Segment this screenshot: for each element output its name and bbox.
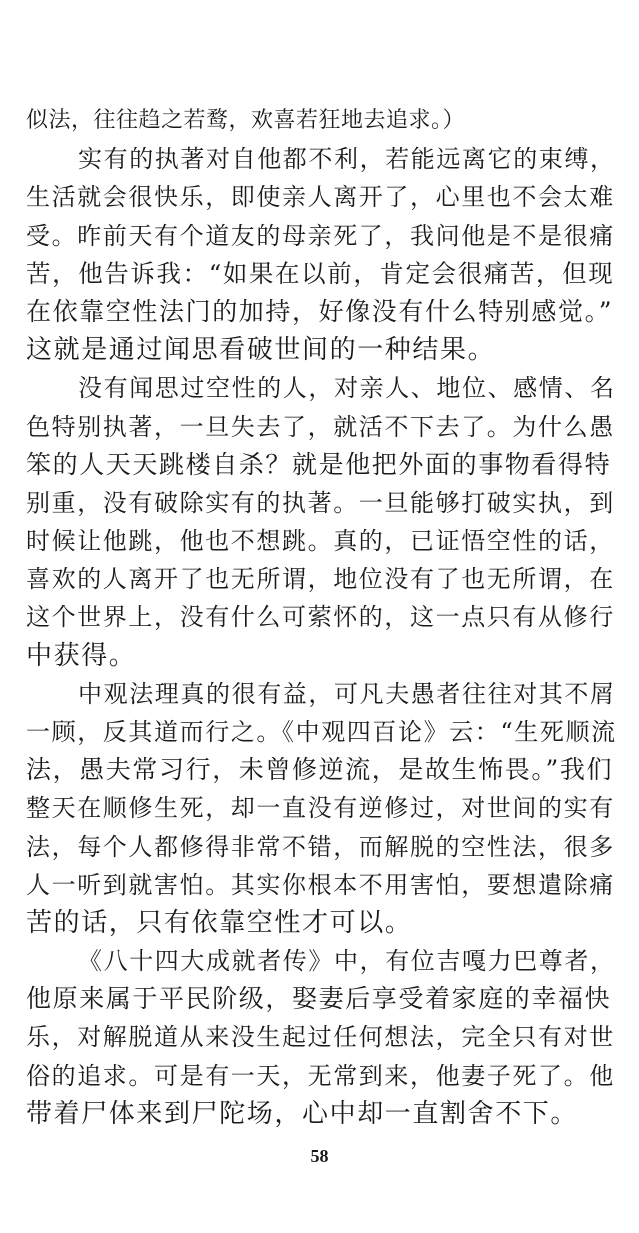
paragraph-first-line: 实有的执著对自他都不利，若能远离它的束缚， xyxy=(78,145,616,174)
text-line: 时候让他跳，他也不想跳。真的，已证悟空性的话， xyxy=(26,527,615,555)
text-line: 苦的话，只有依靠空性才可以。 xyxy=(26,907,413,938)
text-line: 色特别执著，一旦失去了，就活不下去了。为什么愚 xyxy=(26,412,615,441)
page-number: 58 xyxy=(310,1146,329,1166)
text-line: 法，愚夫常习行，未曾修逆流，是故生怖畏。”我们 xyxy=(26,755,614,785)
text-line: 似法，往往趋之若鹜，欢喜若狂地去追求。） xyxy=(26,108,466,133)
text-line: 法，每个人都修得非常不错，而解脱的空性法，很多 xyxy=(26,832,615,861)
text-line: 生活就会很快乐，即使亲人离开了，心里也不会太难 xyxy=(26,183,615,212)
text-line: 整天在顺修生死，却一直没有逆修过，对世间的实有 xyxy=(26,794,615,823)
text-line: 带着尸体来到尸陀场，心中却一直割舍不下。 xyxy=(26,1098,579,1129)
text-line: 苦，他告诉我：“如果在以前，肯定会很痛苦，但现 xyxy=(26,258,615,288)
paragraph-first-line: 中观法理真的很有益，可凡夫愚者往往对其不屑 xyxy=(78,679,616,708)
text-line: 中获得。 xyxy=(26,640,137,671)
text-line: 这就是通过闻思看破世间的一种结果。 xyxy=(26,335,496,366)
text-line: 别重，没有破除实有的执著。一旦能够打破实执，到 xyxy=(26,488,615,517)
text-line: 受。昨前天有个道友的母亲死了，我问他是不是很痛 xyxy=(26,221,615,250)
text-line: 一顾，反其道而行之。《中观四百论》云：“生死顺流 xyxy=(26,718,617,746)
text-line: 这个世界上，没有什么可萦怀的，这一点只有从修行 xyxy=(26,603,615,632)
text-line: 人一听到就害怕。其实你根本不用害怕，要想遣除痛 xyxy=(26,870,615,899)
text-line: 俗的追求。可是有一天，无常到来，他妻子死了。他 xyxy=(26,1061,615,1090)
text-line: 乐，对解脱道从来没生起过任何想法，完全只有对世 xyxy=(26,1023,615,1052)
text-line: 他原来属于平民阶级，娶妻后享受着家庭的幸福快 xyxy=(26,984,612,1014)
paragraph-first-line: 《八十四大成就者传》中，有位吉嘎力巴尊者， xyxy=(78,947,616,976)
text-line: 在依靠空性法门的加持，好像没有什么特别感觉。” xyxy=(26,296,614,326)
paragraph-first-line: 没有闻思过空性的人，对亲人、地位、感情、名 xyxy=(78,374,616,403)
text-line: 喜欢的人离开了也无所谓，地位没有了也无所谓，在 xyxy=(26,565,615,594)
text-line: 笨的人天天跳楼自杀？就是他把外面的事物看得特 xyxy=(26,449,612,479)
